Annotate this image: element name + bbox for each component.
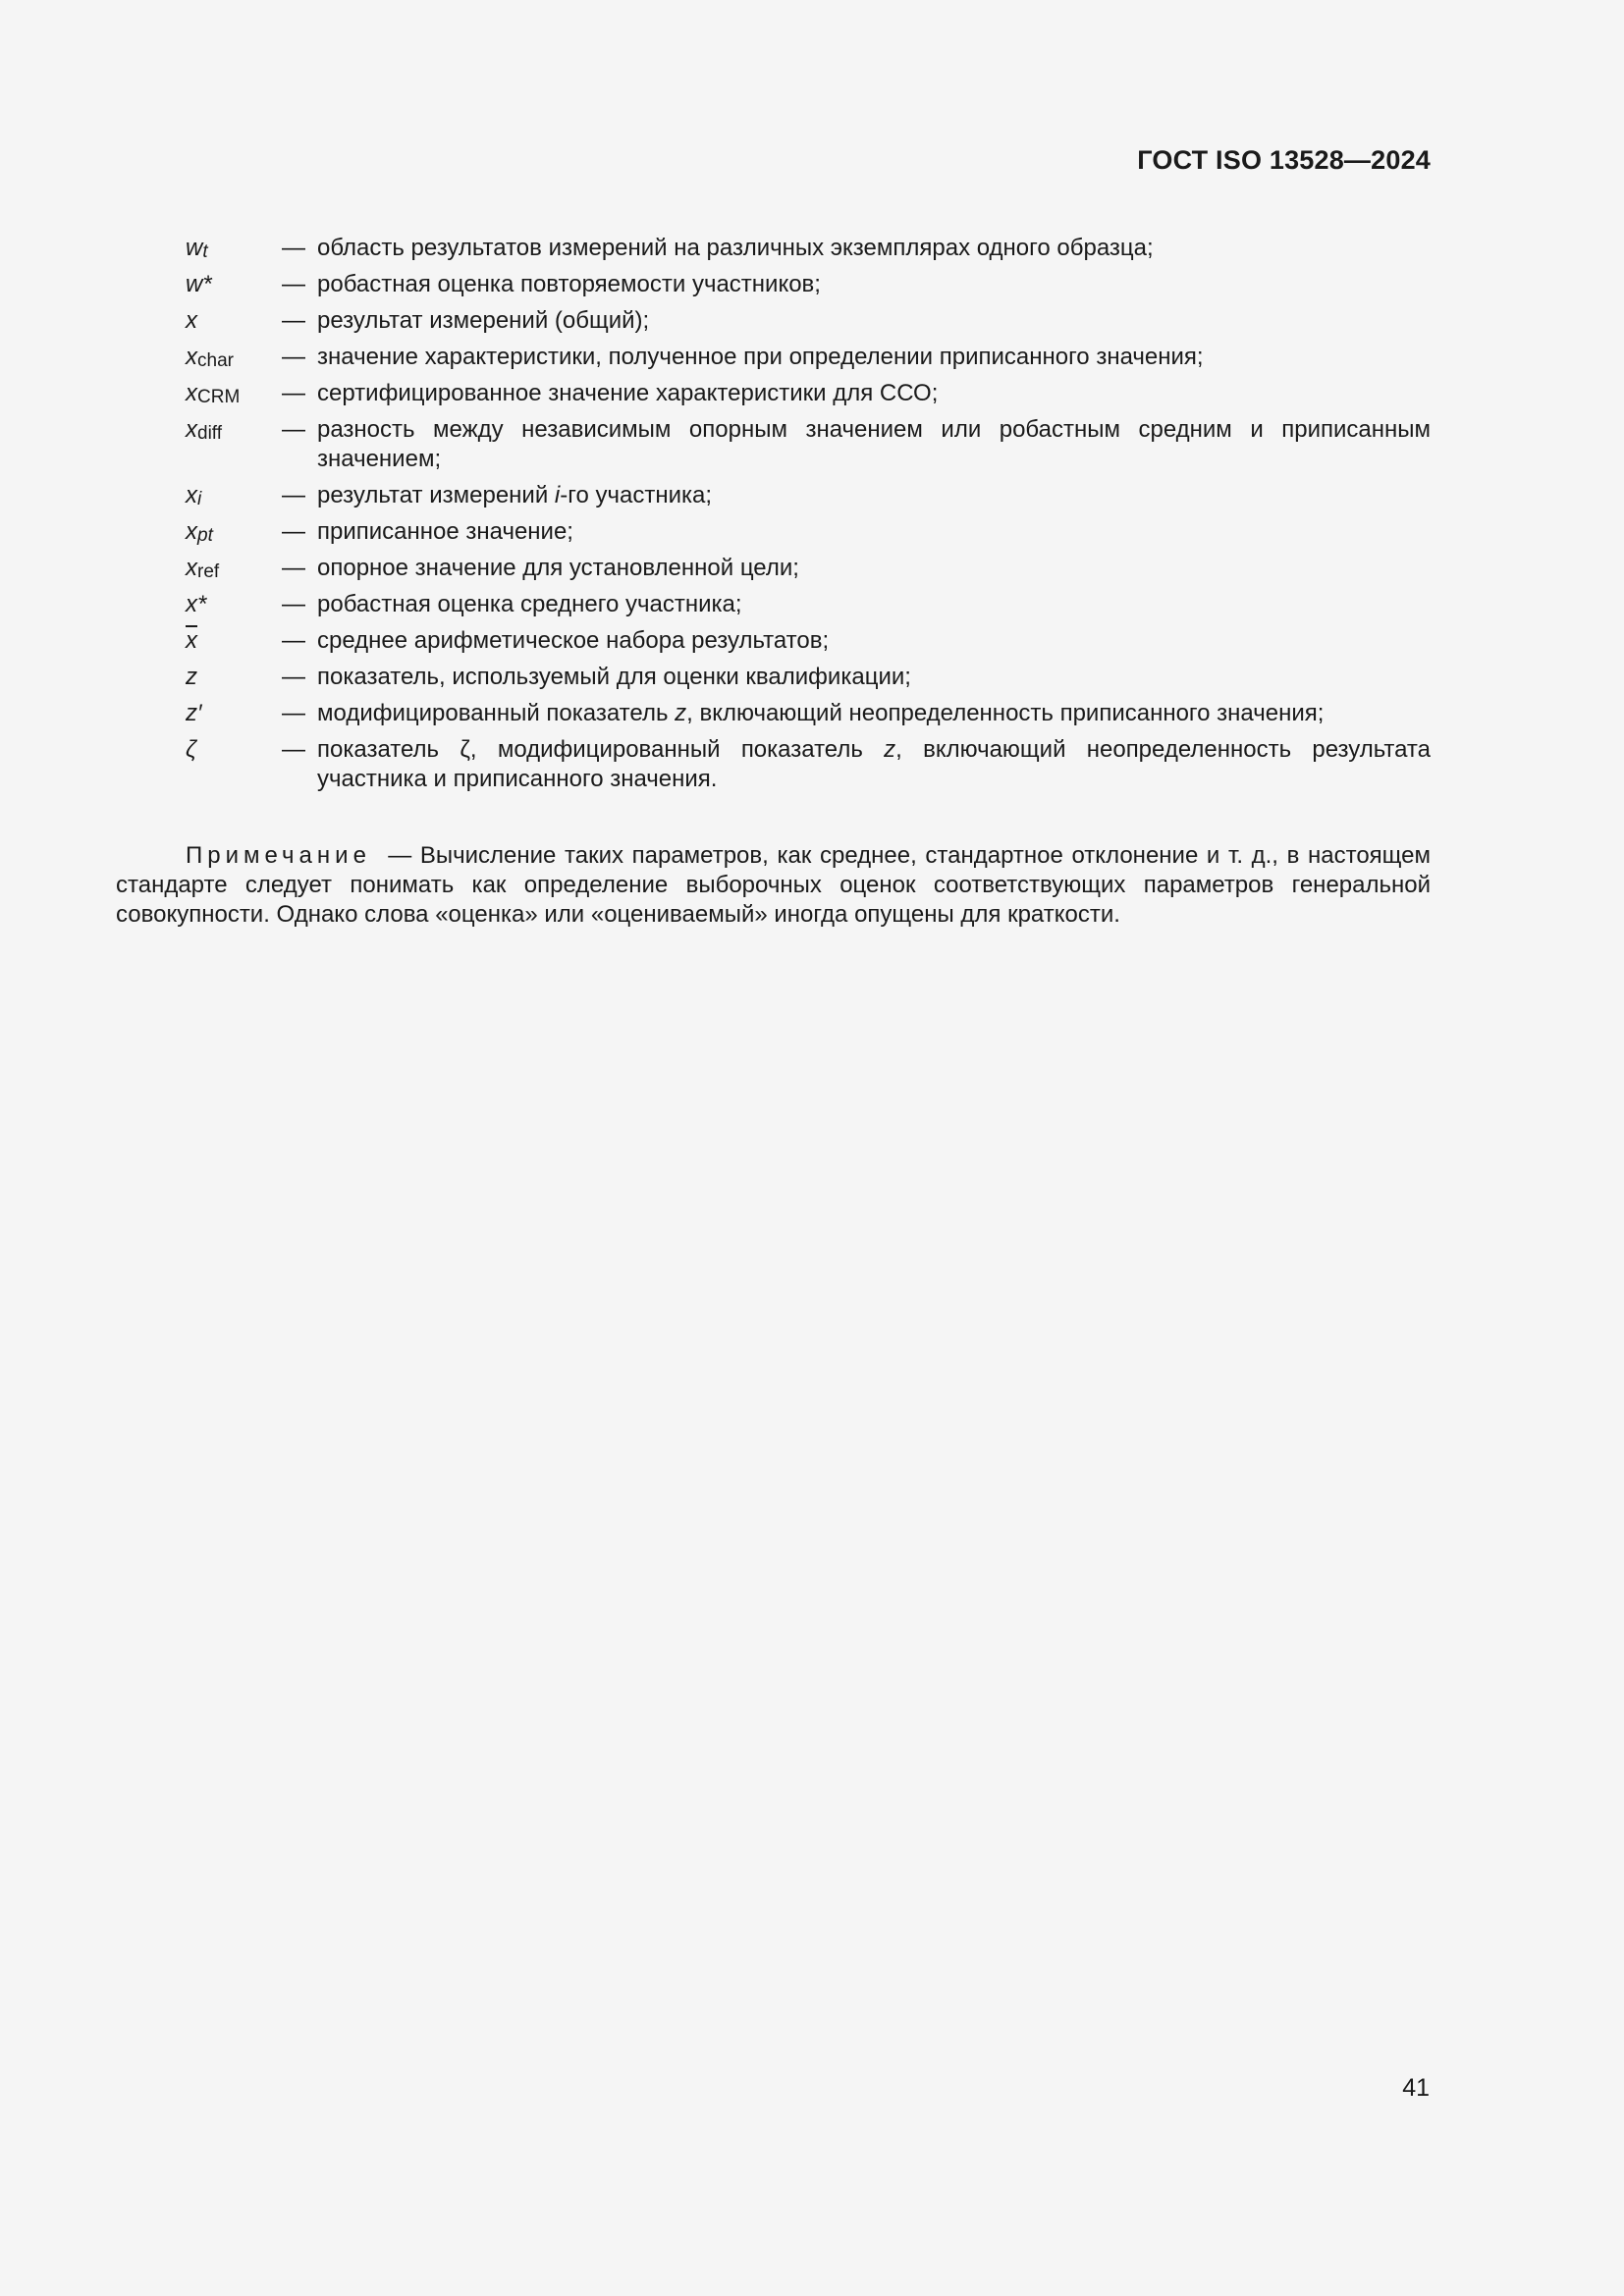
symbol-notation — [186, 663, 282, 692]
symbol-row — [186, 415, 1431, 474]
symbol-subscript: char — [197, 350, 234, 371]
symbol-base: x — [186, 416, 197, 443]
description-text: , включающий неопределенность приписанного значения; — [686, 700, 1325, 726]
symbol-row — [186, 590, 1431, 619]
symbol-base: x — [186, 344, 197, 370]
em-dash: — — [282, 344, 305, 370]
symbol-notation — [186, 415, 282, 445]
em-dash: — — [282, 591, 305, 617]
symbol-description: область результатов измерений на различных экземплярах одного образца; — [317, 235, 1154, 261]
description-text: -го участника; — [560, 482, 713, 508]
symbol-subscript: pt — [197, 525, 213, 546]
document-header: ГОСТ ISO 13528—2024 — [1137, 145, 1431, 175]
symbol-description: приписанное значение; — [317, 518, 573, 545]
symbol-notation — [186, 590, 282, 619]
symbol-base: x — [186, 555, 197, 581]
em-dash: — — [282, 664, 305, 690]
symbol-notation — [186, 270, 282, 299]
symbol-notation — [186, 699, 282, 728]
symbol-subscript: ref — [197, 561, 220, 582]
symbol-notation — [186, 481, 282, 510]
symbol-row — [186, 306, 1431, 336]
symbol-notation — [186, 343, 282, 372]
symbol-description: результат измерений (общий); — [317, 307, 650, 334]
em-dash: — — [282, 307, 305, 334]
em-dash: — — [282, 482, 305, 508]
symbol-description: опорное значение для установленной цели; — [317, 555, 799, 581]
symbol-base: x — [186, 518, 197, 545]
symbol-row — [186, 699, 1431, 728]
em-dash: — — [282, 627, 305, 654]
symbol-notation — [186, 735, 282, 765]
symbol-row — [186, 554, 1431, 583]
symbol-row — [186, 481, 1431, 510]
symbol-notation — [186, 379, 282, 408]
symbol-notation — [186, 234, 282, 263]
em-dash: — — [282, 235, 305, 261]
symbol-row — [186, 517, 1431, 547]
symbol-base: x — [186, 482, 197, 508]
symbol-subscript: i — [197, 489, 202, 509]
symbol-description — [317, 735, 1431, 794]
description-variable: i — [554, 482, 561, 508]
description-variable: z — [675, 700, 687, 726]
symbol-description: робастная оценка среднего участника; — [317, 591, 742, 617]
description-text: модифицированный показатель — [317, 700, 676, 726]
symbol-notation — [186, 554, 282, 583]
symbol-base: w — [186, 235, 203, 261]
description-text: показатель ζ, модифицированный показатель — [317, 736, 885, 763]
symbol-description: среднее арифметическое набора результатов; — [317, 627, 830, 654]
note-text: — Вычисление таких параметров, как среднее, стандартное отклонение и т. д., в настоящем стандарте следует понимать как определение выборочных оценок соответствующих параметров генеральной совокупности. Однако слова «оценка» или «оцениваемый» иногда опущены для краткости. — [116, 842, 1431, 928]
symbol-notation — [186, 626, 282, 656]
symbol-base: x* — [186, 591, 207, 617]
description-text: , включающий неопределенность результата участника и приписанного значения. — [317, 736, 1431, 792]
page-number: 41 — [1402, 2074, 1430, 2102]
em-dash: — — [282, 555, 305, 581]
symbol-subscript: t — [202, 241, 208, 262]
em-dash: — — [282, 518, 305, 545]
description-variable: z — [884, 736, 896, 763]
symbol-subscript: diff — [197, 423, 223, 444]
note-label: Примечание — [186, 842, 371, 869]
em-dash: — — [282, 736, 305, 763]
symbol-description: робастная оценка повторяемости участников; — [317, 271, 821, 297]
description-text: результат измерений — [317, 482, 555, 508]
symbol-row — [186, 343, 1431, 372]
note-paragraph — [116, 841, 1431, 930]
symbol-row — [186, 663, 1431, 692]
symbol-base: x — [186, 380, 197, 406]
symbol-description — [317, 481, 1431, 510]
symbol-base: $\overline{x}$ — [186, 627, 197, 654]
em-dash: — — [282, 416, 305, 443]
symbol-row — [186, 234, 1431, 263]
symbol-description: разность между независимым опорным значением или робастным средним и приписанным значением; — [317, 416, 1431, 472]
symbol-base: w* — [186, 271, 212, 297]
symbol-base: x — [186, 307, 197, 334]
em-dash: — — [282, 700, 305, 726]
symbol-base: z′ — [186, 700, 202, 726]
symbol-base: z — [186, 664, 197, 690]
em-dash: — — [282, 271, 305, 297]
symbol-description — [317, 699, 1431, 728]
symbol-notation — [186, 306, 282, 336]
symbols-list — [186, 234, 1431, 801]
symbol-row — [186, 626, 1431, 656]
symbol-description: показатель, используемый для оценки квалификации; — [317, 664, 911, 690]
symbol-description: значение характеристики, полученное при определении приписанного значения; — [317, 344, 1204, 370]
symbol-description: сертифицированное значение характеристики для ССО; — [317, 380, 939, 406]
symbol-row — [186, 735, 1431, 794]
symbol-subscript: CRM — [197, 387, 241, 407]
symbol-base: ζ — [186, 736, 197, 763]
symbol-notation — [186, 517, 282, 547]
em-dash: — — [282, 380, 305, 406]
symbol-row — [186, 270, 1431, 299]
symbol-row — [186, 379, 1431, 408]
